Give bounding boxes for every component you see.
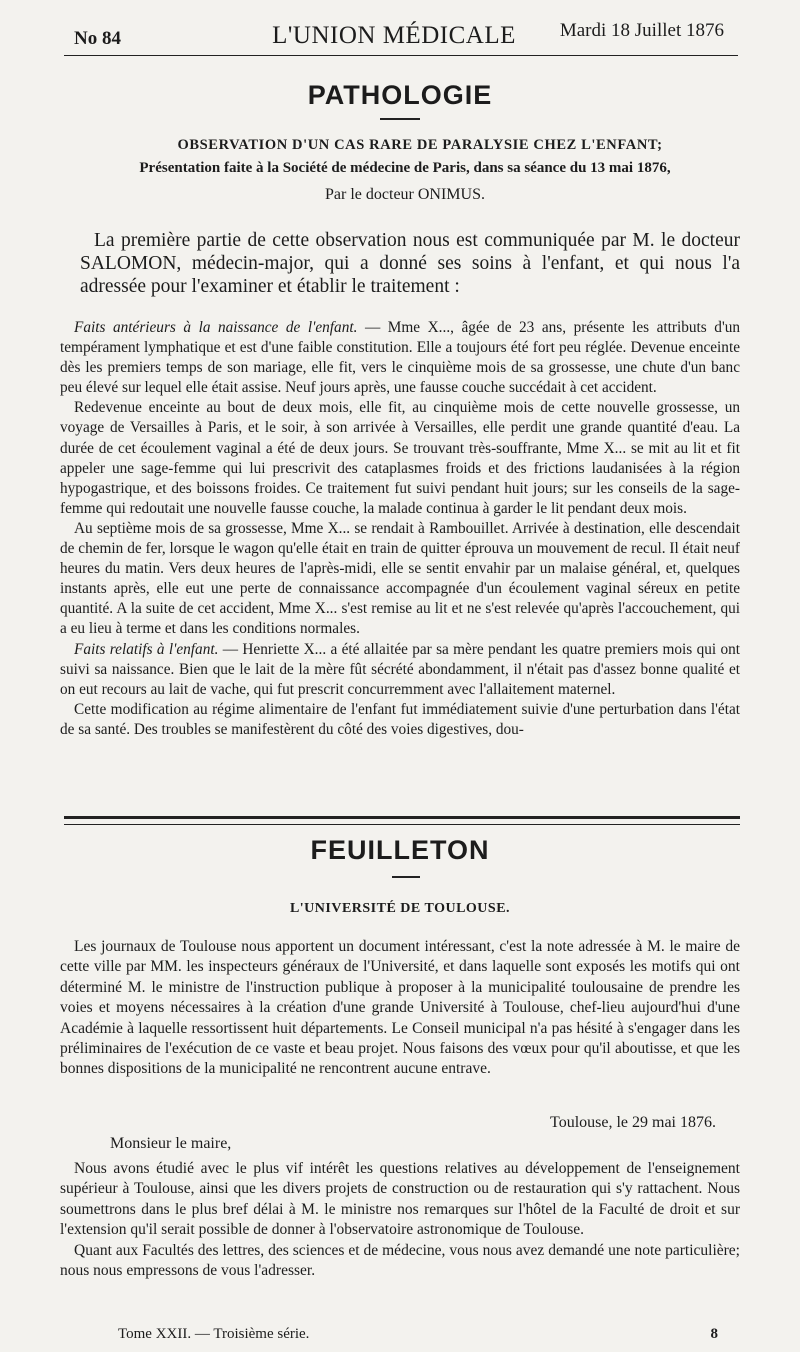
intro-paragraph: [80, 229, 740, 298]
section-title-feuilleton: FEUILLETON: [310, 835, 490, 865]
page-number: 8: [710, 1326, 718, 1342]
intro-text: La première partie de cette observation nous est communiquée par M. le docteur SALOMON, médecin-major, qui a donné ses soins à l'enfant, et qui nous l'a adressée pour l'examiner et établir le traitement :: [80, 230, 740, 297]
letter-body: [60, 1159, 740, 1281]
presentation-note: Présentation faite à la Société de médecine de Paris, dans sa séance du 13 mai 1876,: [139, 160, 671, 176]
running-header: [64, 18, 724, 52]
paragraph: Quant aux Facultés des lettres, des sciences et de médecine, vous nous avez demandé une note particulière; nous nous empressons de vous l'adresser.: [60, 1241, 740, 1280]
paragraph: [60, 318, 740, 398]
paragraph-lead: Faits relatifs à l'enfant.: [74, 640, 219, 658]
section-rule: [380, 118, 420, 120]
page-footer: [118, 1326, 718, 1346]
paragraph: Les journaux de Toulouse nous apportent un document intéressant, c'est la note adressée à M. le maire de cette ville par MM. les inspecteurs généraux de l'Université, et dans laquelle sont exposés les motifs qui ont déterminé M. le ministre de l'instruction publique à proposer à la municipalité toulousaine de prendre les voies et moyens nécessaires à la création d'une grande Université à Toulouse, chef-lieu aujourd'hui d'une Académie à laquelle ressortissent huit départements. Le Conseil municipal n'a pas hésité à s'engager dans les préliminaires de l'exécution de ce vaste et beau projet. Nous faisons des vœux pour qu'il aboutisse, et que les bonnes dispositions de la municipalité ne rencontrent aucune entrave.: [60, 938, 740, 1078]
tome-label: Tome XXII. — Troisième série.: [118, 1326, 310, 1342]
issue-date: Mardi 18 Juillet 1876: [559, 20, 724, 41]
issue-number: No 84: [74, 28, 121, 49]
paragraph-lead: Faits antérieurs à la naissance de l'enfant.: [74, 319, 358, 336]
header-rule: [64, 55, 738, 56]
paragraph: [60, 640, 740, 700]
author-byline: Par le docteur ONIMUS.: [325, 186, 485, 203]
article-subtitle: OBSERVATION D'UN CAS RARE DE PARALYSIE CHEZ L'ENFANT;: [177, 137, 663, 153]
letter-salutation: Monsieur le maire,: [110, 1135, 232, 1152]
paragraph-text: — Henriette X... a été allaitée par sa mère pendant les quatre premiers mois qui ont suivi sa naissance. Bien que le lait de la mère fût sécrété abondamment, il n'était pas d'assez bonne qualité et on eut recours au lait de vache, qui fut prescrit concurremment avec l'allaitement maternel.: [60, 640, 740, 698]
paragraph-text: — Mme X..., âgée de 23 ans, présente les attributs d'un tempérament lymphatique et est d'une faible constitution. Elle a toujours été fort peu réglée. Devenue enceinte dès les premiers temps de son mariage, elle fit, vers le cinquième mois de sa grossesse, une chute d'un banc peu élevé sur lequel elle était assise. Neuf jours après, une fausse couche succédait à cet accident.: [60, 319, 740, 397]
journal-title: L'UNION MÉDICALE: [272, 22, 516, 49]
paragraph: Redevenue enceinte au bout de deux mois, elle fit, au cinquième mois de cette nouvelle grossesse, un voyage de Versailles à Paris, et le soir, à son arrivée à Versailles, elle perdit une grande quantité d'eau. La durée de cet écoulement vaginal a été de deux jours. Se trouvant très-souffrante, Mme X... se mit au lit et fit appeler une sage-femme qui lui prescrivit des cataplasmes froids et des frictions laudanisées à la région hypogastrique, et des boissons froides. Ce traitement fut suivi pendant huit jours; sur les conseils de la sage-femme qui redoutait une nouvelle fausse couche, la malade continua à garder le lit pendant deux mois.: [60, 399, 740, 517]
section-title-pathologie: PATHOLOGIE: [307, 80, 493, 110]
pathologie-body: [60, 318, 740, 740]
feuilleton-divider: [64, 816, 740, 825]
section-rule: [392, 876, 420, 878]
paragraph: Cette modification au régime alimentaire de l'enfant fut immédiatement suivie d'une perturbation dans l'état de sa santé. Des troubles se manifestèrent du côté des voies digestives, dou-: [60, 700, 740, 738]
feuilleton-subtitle: L'UNIVERSITÉ DE TOULOUSE.: [289, 901, 511, 916]
feuilleton-body: [60, 937, 740, 1080]
paragraph: Nous avons étudié avec le plus vif intérêt les questions relatives au développement de l'enseignement supérieur à Toulouse, ainsi que les divers projets de construction ou de restauration qui s'y rattachent. Nous soumettrons dans le plus bref délai à M. le ministre nos remarques sur l'hôtel de la Faculté de droit et sur l'extension qu'il serait possible de donner à l'observatoire astronomique de Toulouse.: [60, 1160, 740, 1239]
paragraph: Au septième mois de sa grossesse, Mme X... se rendait à Rambouillet. Arrivée à destination, elle descendait de chemin de fer, lorsque le wagon qu'elle était en train de quitter éprouva un mouvement de recul. Il était neuf heures du matin. Vers deux heures de l'après-midi, elle se sentit envahir par un malaise général, et, quelques instants après, elle eut une perte de connaissance accompagnée d'un écoulement vaginal séreux en petite quantité. A la suite de cet accident, Mme X... s'est remise au lit et ne s'est relevée qu'après l'accouchement, qui a eu lieu à terme et dans les conditions normales.: [60, 519, 740, 638]
letter-dateline: Toulouse, le 29 mai 1876.: [550, 1114, 716, 1131]
